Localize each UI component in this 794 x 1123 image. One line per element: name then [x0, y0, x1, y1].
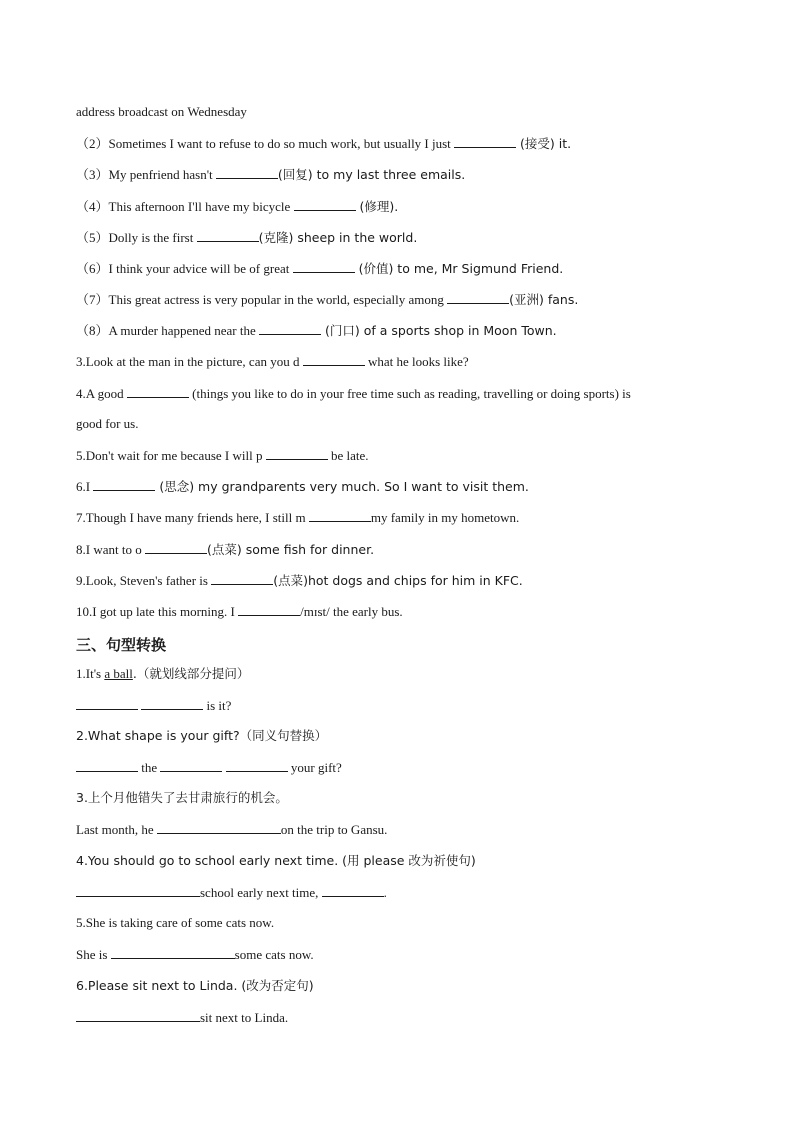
vocab-question-7: 7.Though I have many friends here, I still m my family in my hometown.: [76, 510, 520, 525]
transform-answer-1: is it?: [76, 697, 231, 714]
vocab-question-4: 4.A good (things you like to do in your free time such as reading, travelling or doing sports) is: [76, 386, 631, 401]
answer-blank[interactable]: [294, 198, 356, 211]
vocab-question-9: 9.Look, Steven's father is (点菜)hot dogs and chips for him in KFC.: [76, 573, 523, 588]
vocab-question-3: 3.Look at the man in the picture, can you d what he looks like?: [76, 354, 469, 369]
answer-blank[interactable]: [111, 946, 235, 959]
vocab-question-6: 6.I (思念) my grandparents very much. So I want to visit them.: [76, 479, 529, 494]
transform-answer-5: She is some cats now.: [76, 947, 314, 962]
text-line: address broadcast on Wednesday: [76, 104, 247, 119]
answer-blank[interactable]: [211, 572, 273, 585]
answer-blank[interactable]: [157, 821, 281, 834]
vocab-question-5: 5.Don't wait for me because I will p be late.: [76, 448, 369, 463]
answer-blank[interactable]: [303, 353, 365, 366]
answer-blank[interactable]: [141, 697, 203, 710]
answer-blank[interactable]: [447, 291, 509, 304]
answer-blank[interactable]: [309, 509, 371, 522]
answer-blank[interactable]: [197, 229, 259, 242]
answer-blank[interactable]: [76, 697, 138, 710]
question-5: （5）Dolly is the first (克隆) sheep in the world.: [76, 230, 418, 245]
transform-question-5: 5.She is taking care of some cats now.: [76, 915, 275, 930]
answer-blank[interactable]: [76, 884, 200, 897]
answer-blank[interactable]: [454, 135, 516, 148]
answer-blank[interactable]: [259, 322, 321, 335]
transform-answer-2: the your gift?: [76, 759, 342, 776]
question-2: （2）Sometimes I want to refuse to do so much work, but usually I just (接受) it.: [76, 136, 572, 151]
answer-blank[interactable]: [238, 603, 300, 616]
question-6: （6）I think your advice will be of great (价值) to me, Mr Sigmund Friend.: [76, 261, 564, 276]
transform-answer-4: school early next time, .: [76, 884, 387, 901]
transform-question-2: 2.What shape is your gift?（同义句替换）: [76, 728, 328, 743]
answer-blank[interactable]: [160, 759, 222, 772]
text-line: good for us.: [76, 416, 139, 431]
transform-question-6: 6.Please sit next to Linda. (改为否定句): [76, 978, 314, 993]
vocab-question-8: 8.I want to o (点菜) some fish for dinner.: [76, 542, 375, 557]
question-4: （4）This afternoon I'll have my bicycle (修理).: [76, 199, 399, 214]
transform-question-4: 4.You should go to school early next time. (用 please 改为祈使句): [76, 853, 476, 868]
answer-blank[interactable]: [93, 478, 155, 491]
answer-blank[interactable]: [145, 541, 207, 554]
answer-blank[interactable]: [76, 1009, 200, 1022]
answer-blank[interactable]: [127, 385, 189, 398]
vocab-question-10: 10.I got up late this morning. I /mɪst/ the early bus.: [76, 604, 403, 619]
transform-answer-3: Last month, he on the trip to Gansu.: [76, 822, 388, 837]
answer-blank[interactable]: [76, 759, 138, 772]
question-7: （7）This great actress is very popular in the world, especially among (亚洲) fans.: [76, 292, 579, 307]
answer-blank[interactable]: [226, 759, 288, 772]
answer-blank[interactable]: [266, 447, 328, 460]
question-8: （8）A murder happened near the (门口) of a sports shop in Moon Town.: [76, 323, 557, 338]
answer-blank[interactable]: [216, 166, 278, 179]
transform-question-3: 3.上个月他错失了去甘肃旅行的机会。: [76, 790, 288, 805]
question-3: （3）My penfriend hasn't (回复) to my last three emails.: [76, 167, 466, 182]
section-heading: 三、句型转换: [76, 636, 167, 654]
underlined-phrase: a ball: [104, 666, 133, 681]
transform-question-1: 1.It's a ball.（就划线部分提问）: [76, 666, 250, 681]
answer-blank[interactable]: [293, 260, 355, 273]
transform-answer-6: sit next to Linda.: [76, 1009, 288, 1026]
answer-blank[interactable]: [322, 884, 384, 897]
